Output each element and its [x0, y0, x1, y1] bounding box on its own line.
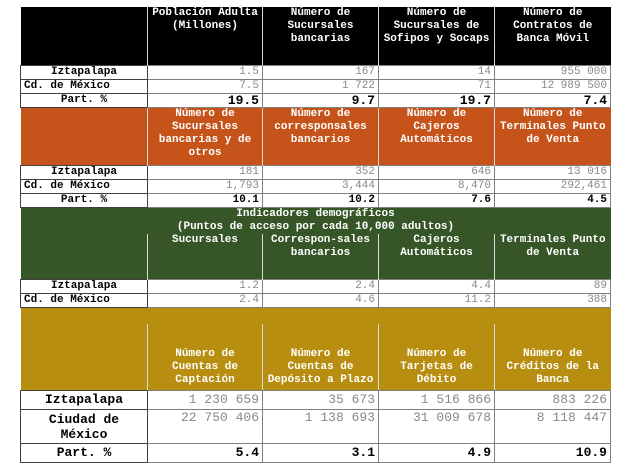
- cell-value: 4.9: [379, 444, 495, 463]
- cell-value: 4.6: [263, 293, 379, 307]
- cell-value: 7.6: [379, 193, 495, 207]
- cell-value: 955 000: [495, 65, 611, 79]
- cell-value: 883 226: [495, 391, 611, 410]
- table-row: [21, 391, 611, 410]
- cell-value: 1.2: [148, 279, 263, 293]
- cell-value: 35 673: [263, 391, 379, 410]
- cell-value: 167: [263, 65, 379, 79]
- cell-value: 2.4: [263, 279, 379, 293]
- row-label: Iztapalapa: [21, 165, 148, 179]
- cell-value: 71: [379, 79, 495, 93]
- row-label: Cd. de México: [21, 293, 148, 307]
- cell-value: 7.4: [495, 93, 611, 107]
- table-row: [21, 65, 611, 79]
- table-row: [21, 444, 611, 463]
- table-row: [21, 79, 611, 93]
- cell-value: 22 750 406: [148, 410, 263, 444]
- financial-inclusion-table: [20, 7, 610, 463]
- cell-value: 352: [263, 165, 379, 179]
- row-label: Iztapalapa: [21, 65, 148, 79]
- row-label: Part. %: [21, 193, 148, 207]
- table-row: [21, 279, 611, 293]
- section1-header-row: [21, 7, 611, 65]
- section-title-line1: Indicadores demográficos: [236, 207, 395, 220]
- cell-value: 10.9: [495, 444, 611, 463]
- header-cell: [21, 107, 148, 165]
- table-row: [21, 410, 611, 444]
- cell-value: 19.5: [148, 93, 263, 107]
- header-cell: Número de Sucursales bancarias y de otros: [148, 107, 263, 165]
- header-cell: Número de corresponsales bancarios: [263, 107, 379, 165]
- cell-value: 4.4: [379, 279, 495, 293]
- cell-value: 8,470: [379, 179, 495, 193]
- header-cell: Número de Créditos de la Banca: [495, 324, 611, 390]
- header-cell: Número de Cuentas de Captación: [148, 324, 263, 390]
- cell-value: 2.4: [148, 293, 263, 307]
- cell-value: 1 722: [263, 79, 379, 93]
- cell-value: 646: [379, 165, 495, 179]
- section3-header-row: [21, 234, 611, 279]
- row-label: Iztapalapa: [21, 279, 148, 293]
- cell-value: 1 138 693: [263, 410, 379, 444]
- section-title: [21, 207, 611, 234]
- header-cell: Terminales Punto de Venta: [495, 234, 611, 279]
- cell-value: 19.7: [379, 93, 495, 107]
- table-row: [21, 165, 611, 179]
- row-label: Iztapalapa: [21, 391, 148, 410]
- cell-value: 89: [495, 279, 611, 293]
- header-cell: Número de Cuentas de Depósito a Plazo: [263, 324, 379, 390]
- cell-value: 181: [148, 165, 263, 179]
- cell-value: 3.1: [263, 444, 379, 463]
- header-cell: Número de Tarjetas de Débito: [379, 324, 495, 390]
- table-row: [21, 193, 611, 207]
- header-cell: Población Adulta (Millones): [148, 7, 263, 65]
- section4-spacer-row: [21, 307, 611, 324]
- cell-value: 292,461: [495, 179, 611, 193]
- cell-value: 1 516 866: [379, 391, 495, 410]
- section3-title-row: [21, 207, 611, 234]
- section2-header-row: [21, 107, 611, 165]
- cell-value: 1 230 659: [148, 391, 263, 410]
- cell-value: 8 118 447: [495, 410, 611, 444]
- row-label: Ciudad de México: [21, 410, 148, 444]
- cell-value: 9.7: [263, 93, 379, 107]
- cell-value: 11.2: [379, 293, 495, 307]
- row-label: Cd. de México: [21, 79, 148, 93]
- cell-value: 10.2: [263, 193, 379, 207]
- table-row: [21, 179, 611, 193]
- header-cell: Número de Sucursales de Sofipos y Socaps: [379, 7, 495, 65]
- cell-value: 7.5: [148, 79, 263, 93]
- cell-value: 5.4: [148, 444, 263, 463]
- header-cell: Correspon-sales bancarios: [263, 234, 379, 279]
- cell-value: 12 989 500: [495, 79, 611, 93]
- header-cell: Número de Terminales Punto de Venta: [495, 107, 611, 165]
- cell-value: 4.5: [495, 193, 611, 207]
- cell-value: 3,444: [263, 179, 379, 193]
- cell-value: 31 009 678: [379, 410, 495, 444]
- header-cell: Número de Contratos de Banca Móvil: [495, 7, 611, 65]
- cell-value: 1,793: [148, 179, 263, 193]
- table-row: [21, 93, 611, 107]
- cell-value: 14: [379, 65, 495, 79]
- section4-header-row: [21, 324, 611, 390]
- header-cell: Número de Cajeros Automáticos: [379, 107, 495, 165]
- section-title-line2: (Puntos de acceso por cada 10,000 adultos): [176, 220, 455, 233]
- row-label: Part. %: [21, 444, 148, 463]
- row-label: Cd. de México: [21, 179, 148, 193]
- spacer-cell: [21, 307, 611, 324]
- cell-value: 13 016: [495, 165, 611, 179]
- cell-value: 10.1: [148, 193, 263, 207]
- row-label: Part. %: [21, 93, 148, 107]
- header-cell: [21, 324, 148, 390]
- cell-value: 388: [495, 293, 611, 307]
- header-cell: Sucursales: [148, 234, 263, 279]
- header-cell: Número de Sucursales bancarias: [263, 7, 379, 65]
- header-cell: Cajeros Automáticos: [379, 234, 495, 279]
- cell-value: 1.5: [148, 65, 263, 79]
- table-row: [21, 293, 611, 307]
- header-cell: [21, 234, 148, 279]
- header-cell: [21, 7, 148, 65]
